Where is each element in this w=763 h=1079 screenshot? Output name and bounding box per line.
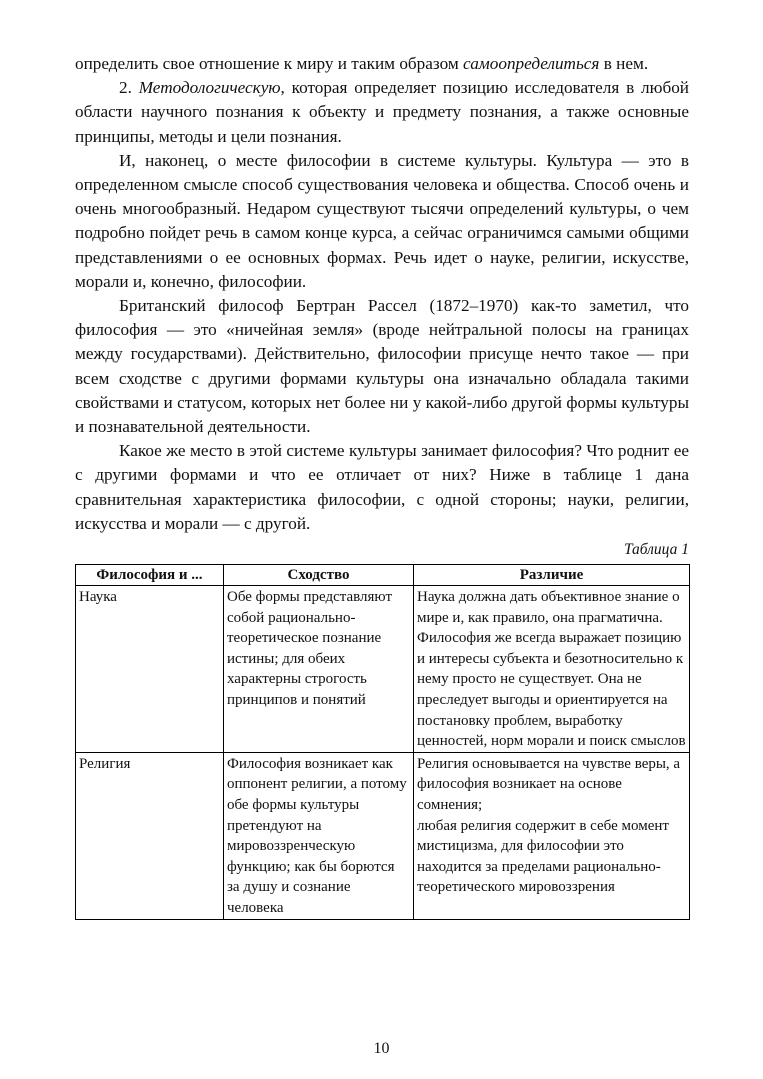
paragraph-2 [75, 76, 689, 149]
table-row [76, 752, 690, 919]
similarity-cell: Обе формы представляют собой рационально-теоретическое познание истины; для обеих характерны строгость принципов и понятий [224, 586, 414, 753]
row-name-cell: Религия [76, 752, 224, 919]
page-content [75, 52, 689, 920]
row-name-cell: Наука [76, 586, 224, 753]
paragraph-1-text: определить свое отношение к миру и таким образом [75, 54, 464, 73]
table-caption: Таблица 1 [623, 541, 689, 559]
comparison-table [75, 564, 690, 920]
header-similarity: Сходство [224, 565, 414, 586]
paragraph-2-text: , которая определяет позицию исследователя в любой области научного познания к объекту и предмету познания, а также основные принципы, методы и цели познания. [75, 78, 689, 146]
similarity-cell: Философия возникает как оппонент религии, а потому обе формы культуры претендуют на мировоззренческую функцию; как бы борются за душу и сознание человека [224, 752, 414, 919]
paragraph-3: И, наконец, о месте философии в системе культуры. Культура — это в определенном смысле способ существования человека и общества. Способ очень и очень многообразный. Недаром существуют тысячи определений культуры, о чем подробно пойдет речь в самом конце курса, а сейчас ограничимся самыми общими представлениями о ее основных формах. Речь идет о науке, религии, искусстве, морали и, конечно, философии. [75, 150, 689, 291]
difference-cell: Религия основывается на чувстве веры, а философия возникает на основе сомнения; любая религия содержит в себе момент мистицизма, для философии это находится за пределами рационально-теоретического мировоззрения [414, 752, 690, 919]
paragraph-1-text-end: в нем. [599, 54, 649, 73]
header-philosophy: Философия и ... [76, 565, 224, 586]
header-difference: Различие [414, 565, 690, 586]
page-number: 10 [373, 1040, 390, 1057]
table-header-row [76, 565, 690, 586]
difference-cell: Наука должна дать объективное знание о мире и, как правило, она прагматична. Философия же всегда выражает позицию и интересы субъекта и безотносительно к нему просто не существует. Она не преследует выгоды и ориентируется на постановку проблем, выработку ценностей, норм морали и поиск смыслов [414, 586, 690, 753]
paragraph-1-emphasis: самоопределиться [463, 54, 600, 73]
paragraph-2-number: 2. [119, 78, 139, 98]
paragraph-4: Британский философ Бертран Рассел (1872–1970) как-то заметил, что философия — это «ничейная земля» (вроде нейтральной полосы на границах между государствами). Действительно, философии присуще нечто такое — при всем сходстве с другими формами культуры она изначально обладала такими свойствами и статусом, которых нет более ни у какой-либо другой формы культуры и познавательной деятельности. [75, 296, 689, 437]
paragraph-1 [75, 52, 689, 76]
table-row [76, 586, 690, 753]
paragraph-5: Какое же место в этой системе культуры занимает философия? Что роднит ее с другими формами и что ее отличает от них? Ниже в таблице 1 дана сравнительная характеристика философии, с одной стороны; науки, религии, искусства и морали — с другой. [75, 441, 689, 533]
paragraph-2-emphasis: Методологическую [138, 78, 281, 98]
